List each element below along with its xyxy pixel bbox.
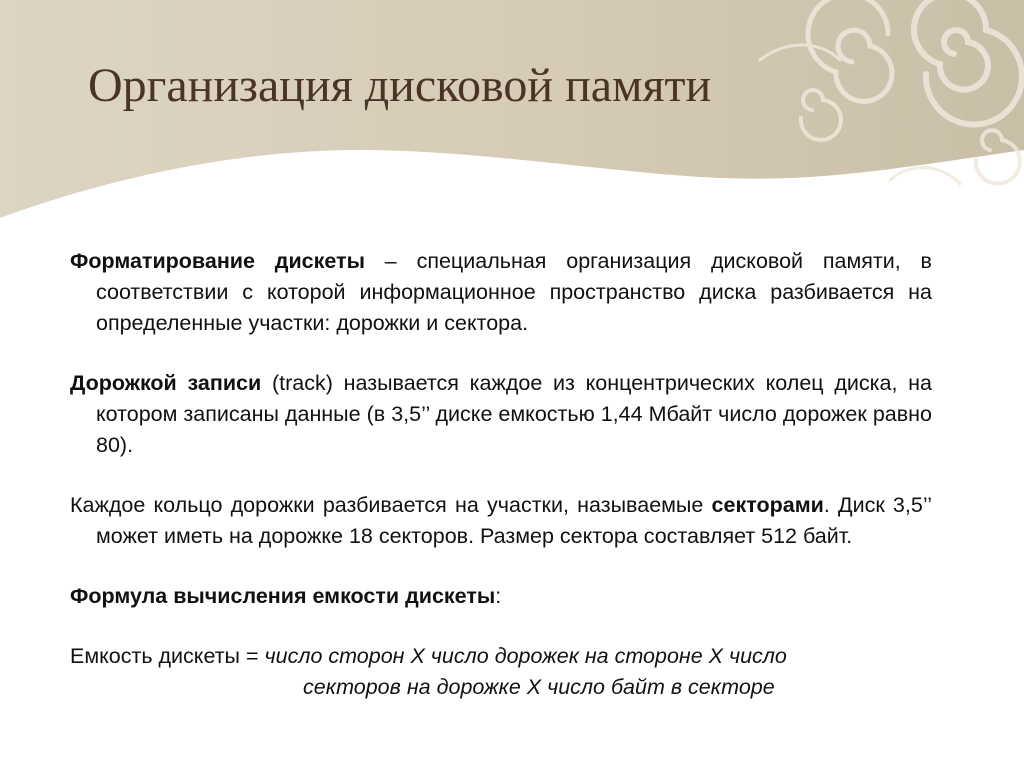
slide-body bbox=[70, 246, 932, 703]
formula-rhs-line-2: секторов на дорожке Х число байт в секторе bbox=[303, 675, 775, 699]
term-track: Дорожкой записи bbox=[70, 371, 262, 395]
term-sectors: секторами bbox=[711, 493, 824, 517]
paragraph-text: . Диск 3,5’’ может иметь на дорожке 18 секторов. Размер сектора составляет 512 байт. bbox=[96, 493, 932, 548]
term-formula: Формула вычисления емкости дискеты bbox=[70, 584, 496, 608]
capacity-formula bbox=[70, 641, 932, 703]
paragraph-formatting bbox=[70, 246, 932, 339]
formula-line-2 bbox=[70, 672, 932, 703]
paragraph-text: : bbox=[495, 584, 502, 608]
term-formatting: Форматирование дискеты bbox=[70, 249, 365, 273]
decorative-header-background bbox=[0, 0, 1024, 240]
paragraph-text: – специальная организация дисковой памяти, в соответствии с которой информационное пространство диска разбивается на определенные участки: дорожки и сектора. bbox=[96, 249, 932, 335]
paragraph-track bbox=[70, 368, 932, 461]
paragraph-sectors bbox=[70, 490, 932, 552]
slide-title: Организация дисковой памяти bbox=[88, 59, 712, 112]
formula-line-1 bbox=[70, 641, 932, 672]
formula-rhs-line-1: число сторон Х число дорожек на стороне Х число bbox=[264, 644, 787, 668]
paragraph-formula-heading bbox=[70, 581, 932, 612]
paragraph-text: (track) называется каждое из концентрических колец диска, на котором записаны данные (в 3,5’’ диске емкостью 1,44 Мбайт число дорожек равно 80). bbox=[96, 371, 933, 457]
formula-lhs: Емкость дискеты = bbox=[70, 644, 265, 668]
paragraph-text-lead: Каждое кольцо дорожки разбивается на участки, называемые bbox=[70, 493, 712, 517]
